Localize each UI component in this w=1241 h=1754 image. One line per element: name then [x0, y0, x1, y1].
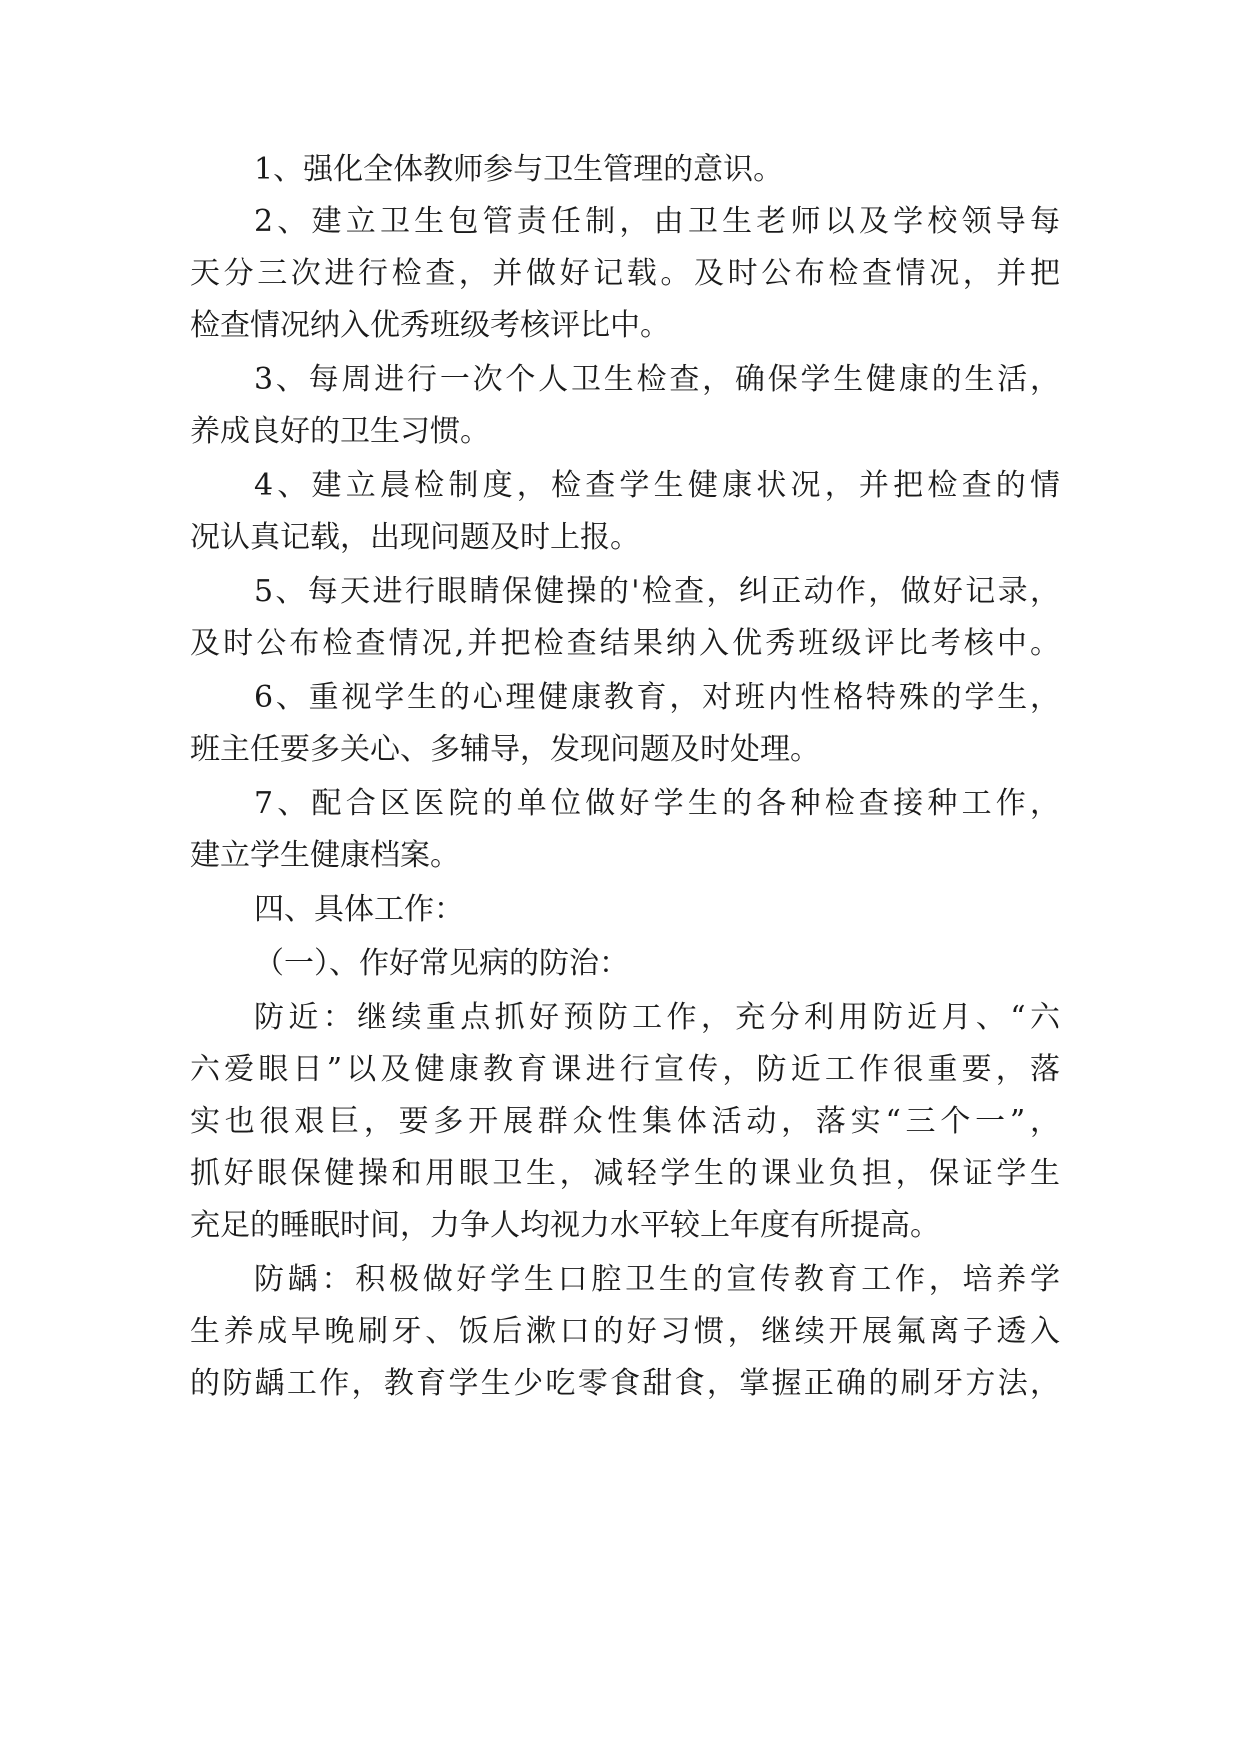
- subsection-heading-1: （一）、作好常见病的防治：: [254, 946, 629, 981]
- paragraph-7-line-2: 建立学生健康档案。: [190, 838, 460, 873]
- paragraph-myopia-line-1: 防近：继续重点抓好预防工作，充分利用防近月、“六: [254, 1000, 1060, 1035]
- paragraph-myopia-line-5: 充足的睡眠时间，力争人均视力水平较上年度有所提高。: [190, 1208, 940, 1243]
- paragraph-3-line-1: 3、每周进行一次个人卫生检查，确保学生健康的生活，: [254, 362, 1060, 397]
- paragraph-2-line-2: 天分三次进行检查，并做好记载。及时公布检查情况，并把: [190, 256, 1060, 291]
- paragraph-caries-line-1: 防龋：积极做好学生口腔卫生的宣传教育工作，培养学: [254, 1262, 1060, 1297]
- paragraph-6-line-2: 班主任要多关心、多辅导，发现问题及时处理。: [190, 732, 820, 767]
- paragraph-myopia-line-2: 六爱眼日”以及健康教育课进行宣传，防近工作很重要，落: [190, 1052, 1060, 1087]
- paragraph-myopia-line-4: 抓好眼保健操和用眼卫生，减轻学生的课业负担，保证学生: [190, 1156, 1060, 1191]
- section-heading-4: 四、具体工作：: [254, 892, 464, 927]
- paragraph-4-line-1: 4、建立晨检制度，检查学生健康状况，并把检查的情: [254, 468, 1060, 503]
- paragraph-2-line-3: 检查情况纳入优秀班级考核评比中。: [190, 308, 670, 343]
- paragraph-5-line-1: 5、每天进行眼睛保健操的'检查，纠正动作，做好记录，: [254, 574, 1060, 609]
- paragraph-4-line-2: 况认真记载，出现问题及时上报。: [190, 520, 640, 555]
- paragraph-7-line-1: 7、配合区医院的单位做好学生的各种检查接种工作，: [254, 786, 1060, 821]
- paragraph-myopia-line-3: 实也很艰巨，要多开展群众性集体活动，落实“三个一”，: [190, 1104, 1060, 1139]
- paragraph-3-line-2: 养成良好的卫生习惯。: [190, 414, 490, 449]
- paragraph-caries-line-2: 生养成早晚刷牙、饭后漱口的好习惯，继续开展氟离子透入: [190, 1314, 1060, 1349]
- paragraph-caries-line-3: 的防龋工作，教育学生少吃零食甜食，掌握正确的刷牙方法，: [190, 1366, 1060, 1401]
- paragraph-5-line-2: 及时公布检查情况,并把检查结果纳入优秀班级评比考核中。: [190, 626, 1060, 661]
- paragraph-6-line-1: 6、重视学生的心理健康教育，对班内性格特殊的学生，: [254, 680, 1060, 715]
- paragraph-1-line-1: 1、强化全体教师参与卫生管理的意识。: [254, 152, 784, 187]
- paragraph-2-line-1: 2、建立卫生包管责任制，由卫生老师以及学校领导每: [254, 204, 1060, 239]
